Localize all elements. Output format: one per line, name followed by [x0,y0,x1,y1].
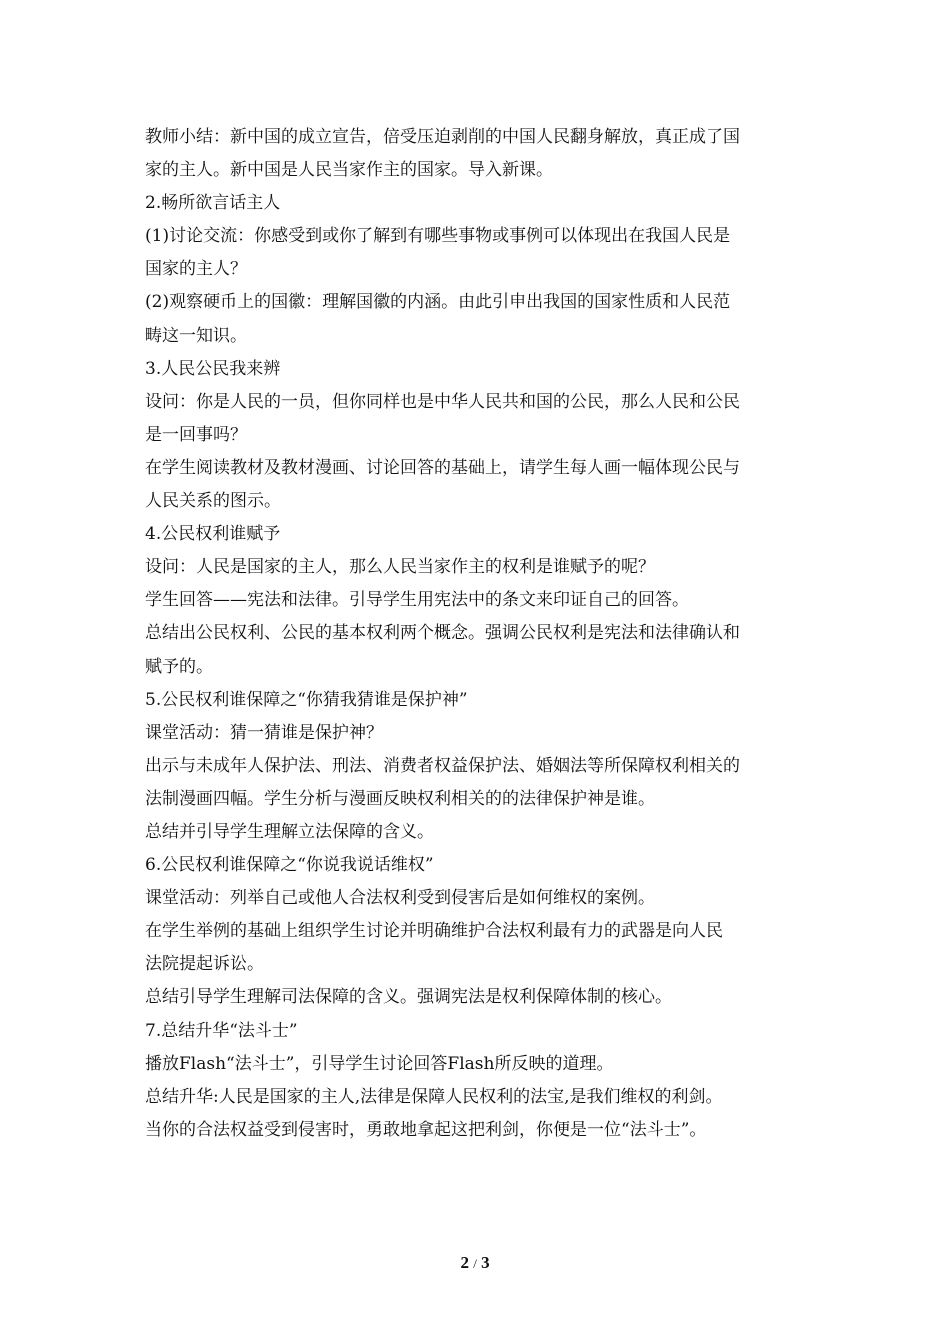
text-line: 教师小结：新中国的成立宣告，倍受压迫剥削的中国人民翻身解放，真正成了国 [145,127,740,147]
text-line: 畴这一知识。 [145,325,247,346]
document-body [145,121,815,1147]
text-line: 设问：你是人民的一员，但你同样也是中华人民共和国的公民，那么人民和公民 [145,391,740,412]
text-line: 总结出公民权利、公民的基本权利两个概念。强调公民权利是宪法和法律确认和 [145,623,740,644]
text-line: 播放Flash“法斗士”，引导学生讨论回答Flash所反映的道理。 [145,1053,614,1074]
text-line: (1)讨论交流：你感受到或你了解到有哪些事物或事例可以体现出在我国人民是 [145,226,731,247]
text-line: 学生回答——宪法和法律。引导学生用宪法中的条文来印证自己的回答。 [145,590,689,611]
page-separator: / [473,1256,477,1271]
text-line: 课堂活动：猜一猜谁是保护神？ [145,722,383,743]
text-line: 2.畅所欲言话主人 [145,193,281,214]
page-number [0,1253,950,1273]
text-line: 设问：人民是国家的主人，那么人民当家作主的权利是谁赋予的呢？ [145,557,655,578]
text-line: 在学生阅读教材及教材漫画、讨论回答的基础上，请学生每人画一幅体现公民与 [145,457,740,478]
text-line: 5.公民权利谁保障之“你猜我猜谁是保护神” [145,689,468,710]
text-line: 法院提起诉讼。 [145,954,264,975]
text-line: 4.公民权利谁赋予 [145,524,281,545]
text-line: 3.人民公民我来辨 [145,358,281,379]
total-pages: 3 [481,1253,490,1272]
text-line: 家的主人。新中国是人民当家作主的国家。导入新课。 [145,160,553,181]
text-line: 6.公民权利谁保障之“你说我说话维权” [145,855,434,876]
text-line: 总结并引导学生理解立法保障的含义。 [145,821,434,842]
text-line: 在学生举例的基础上组织学生讨论并明确维护合法权利最有力的武器是向人民 [145,921,723,942]
text-line: 总结升华:人民是国家的主人,法律是保障人民权利的法宝,是我们维权的利剑。 [145,1086,723,1107]
text-line: 当你的合法权益受到侵害时，勇敢地拿起这把利剑，你便是一位“法斗士”。 [145,1119,707,1140]
text-line: 是一回事吗？ [145,424,247,445]
text-line: 人民关系的图示。 [145,491,281,512]
current-page: 2 [460,1253,469,1272]
text-line: 法制漫画四幅。学生分析与漫画反映权利相关的的法律保护神是谁。 [145,788,655,809]
text-line: 课堂活动：列举自己或他人合法权利受到侵害后是如何维权的案例。 [145,888,655,909]
text-line: 总结引导学生理解司法保障的含义。强调宪法是权利保障体制的核心。 [145,987,672,1008]
text-line: 7.总结升华“法斗士” [145,1020,298,1041]
text-line: 赋予的。 [145,656,213,677]
text-line: 国家的主人？ [145,259,247,280]
text-line: (2)观察硬币上的国徽：理解国徽的内涵。由此引申出我国的国家性质和人民范 [145,292,731,313]
text-line: 出示与未成年人保护法、刑法、消费者权益保护法、婚姻法等所保障权利相关的 [145,755,740,776]
